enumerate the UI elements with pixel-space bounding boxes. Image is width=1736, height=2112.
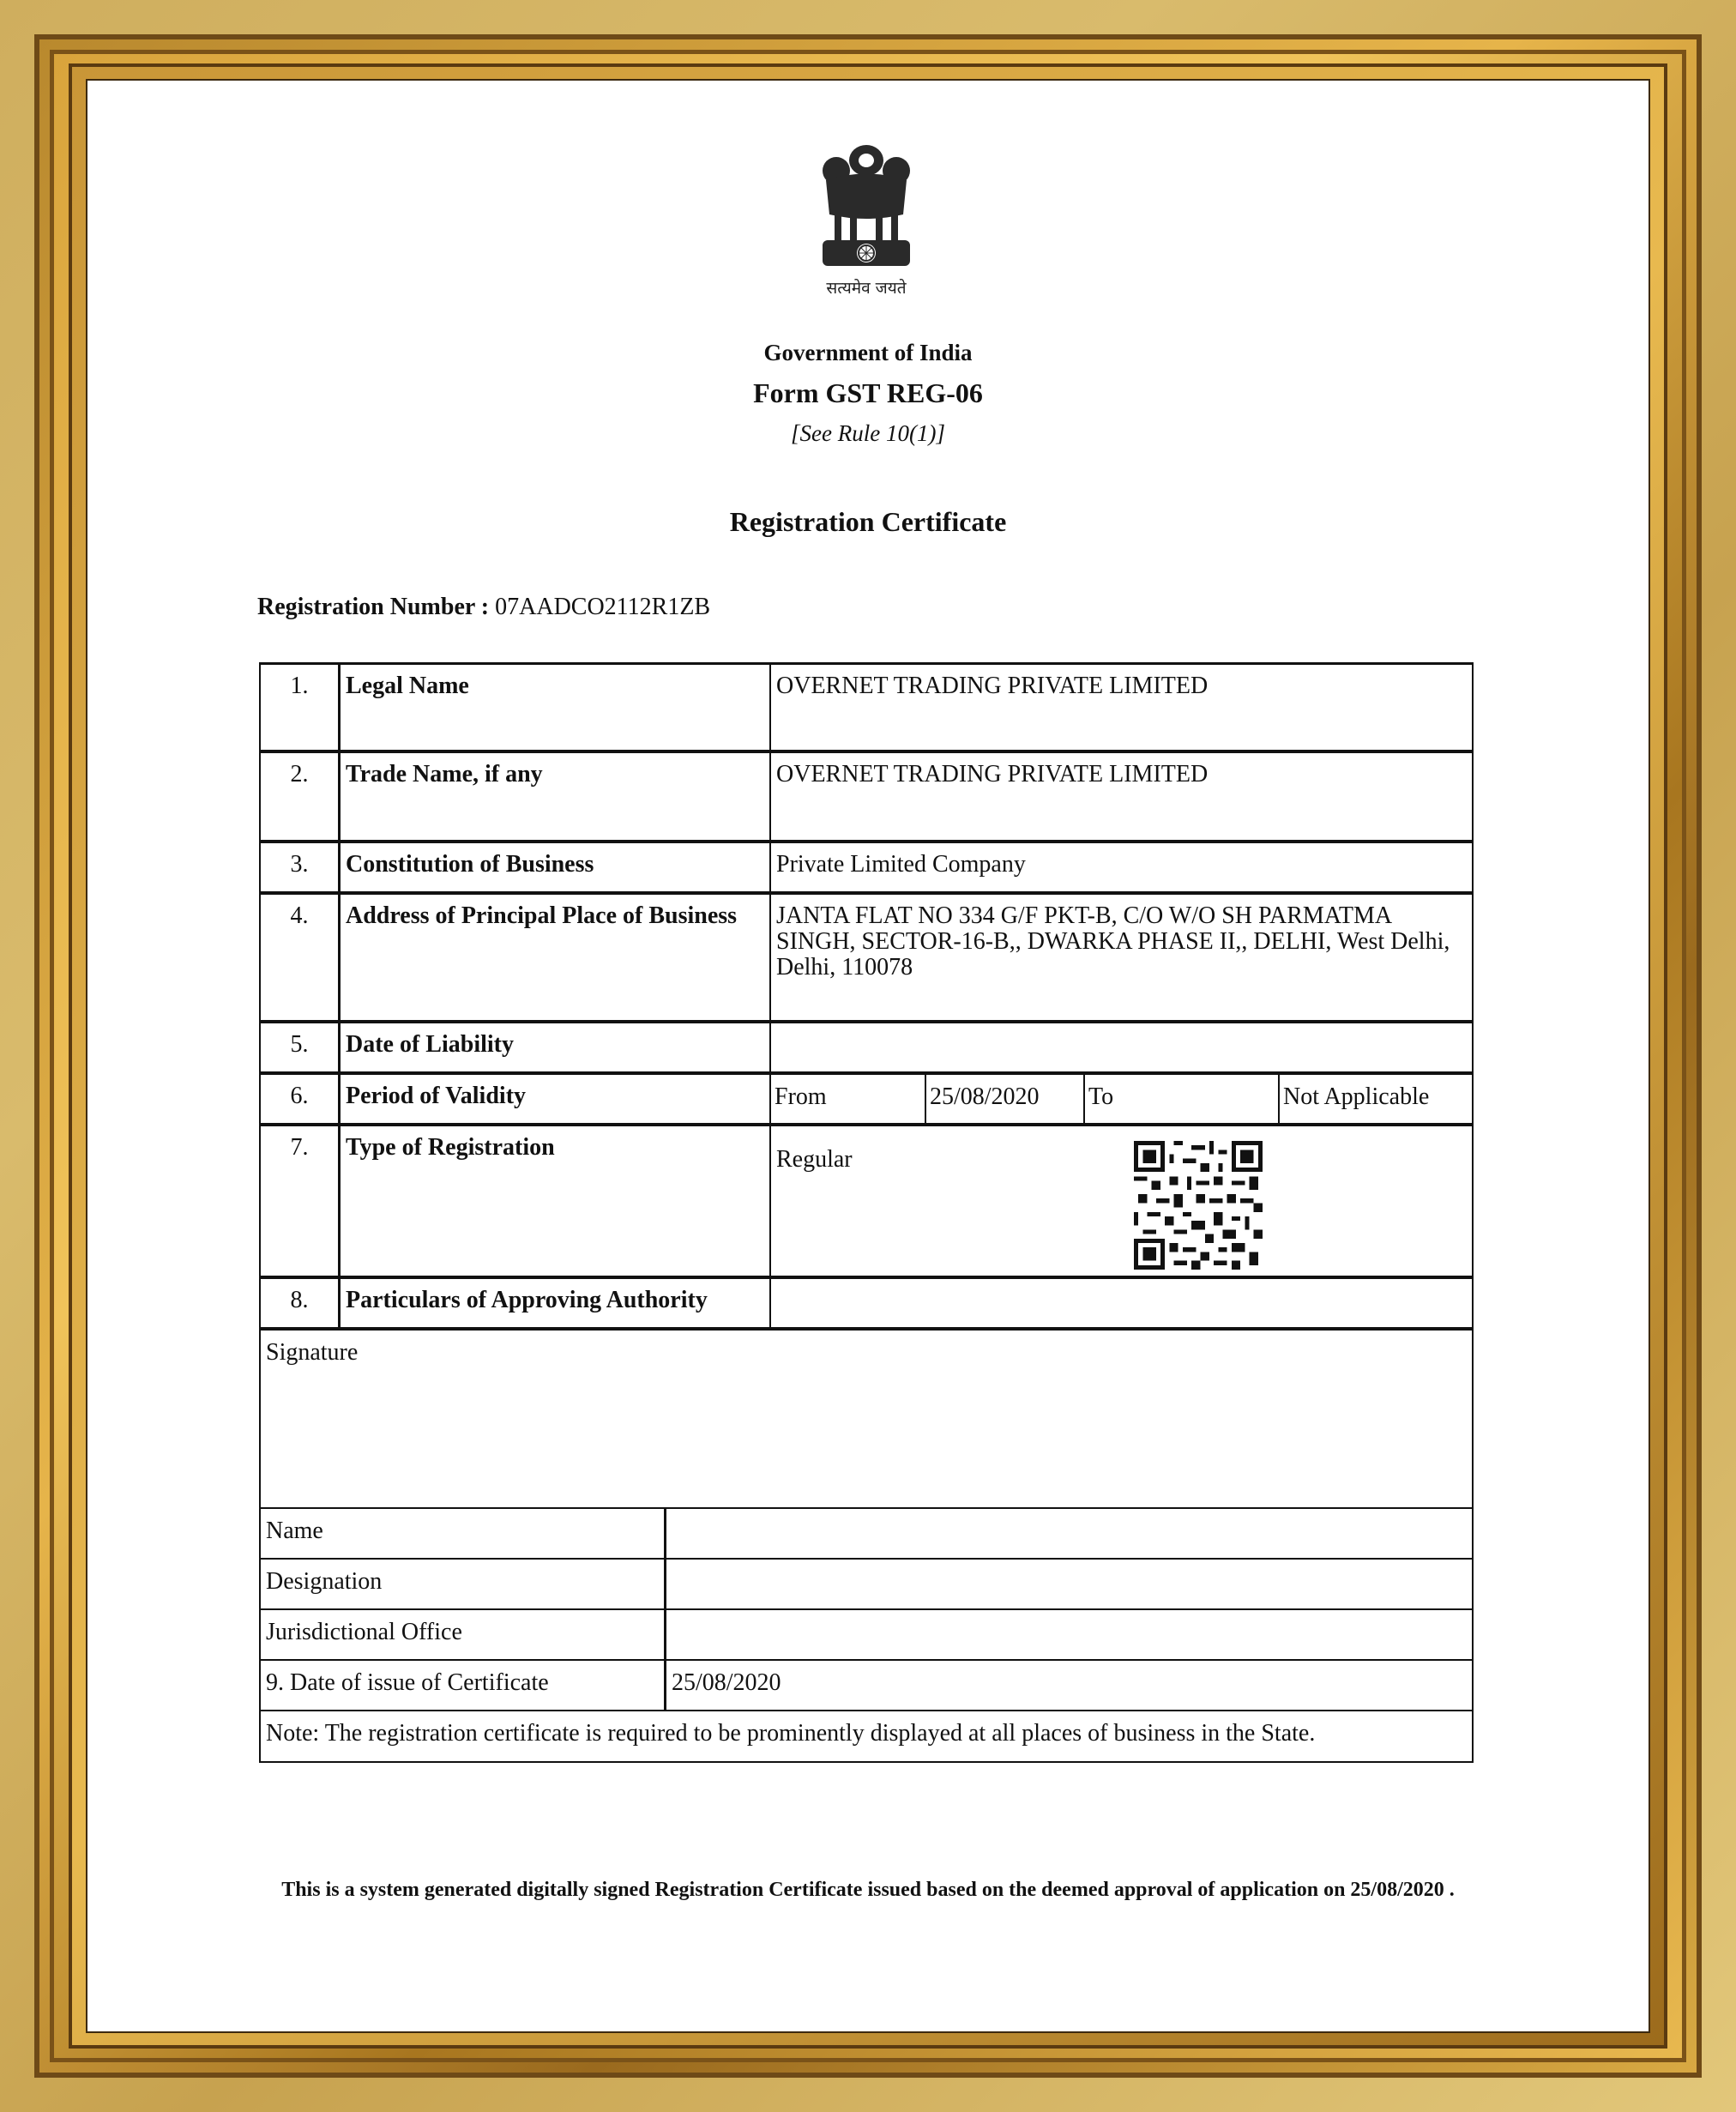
row-label: Address of Principal Place of Business	[341, 895, 771, 1020]
jurisdictional-office-value	[666, 1610, 1472, 1659]
row-number: 6.	[261, 1075, 341, 1123]
table-row-constitution	[259, 843, 1474, 895]
note-text: Note: The registration certificate is required to be prominently displayed at all places of business in the State.	[266, 1720, 1316, 1747]
qr-code-icon	[1134, 1141, 1263, 1270]
authority-designation-value	[666, 1560, 1472, 1608]
row-label: Constitution of Business	[341, 843, 771, 891]
issue-date-value: 25/08/2020	[672, 1669, 781, 1696]
certificate-title: Registration Certificate	[729, 506, 1007, 537]
table-row-type-of-registration	[259, 1126, 1474, 1279]
row-label: Date of Liability	[341, 1023, 771, 1071]
table-row-legal-name	[259, 662, 1474, 753]
row-number: 4.	[261, 895, 341, 1020]
row-label: Period of Validity	[341, 1075, 771, 1123]
row-value	[771, 1279, 1472, 1327]
table-row-date-of-liability	[259, 1023, 1474, 1075]
row-value: Private Limited Company	[776, 851, 1026, 878]
row-value: OVERNET TRADING PRIVATE LIMITED	[776, 673, 1209, 699]
authority-designation-label: Designation	[261, 1560, 666, 1608]
rule-reference: [See Rule 10(1)]	[791, 420, 945, 446]
issue-date-row	[259, 1661, 1474, 1711]
jurisdictional-office-label: Jurisdictional Office	[261, 1610, 666, 1659]
row-value: OVERNET TRADING PRIVATE LIMITED	[776, 761, 1209, 787]
certificate-table	[259, 662, 1474, 1763]
row-number: 8.	[261, 1279, 341, 1327]
signature-label: Signature	[266, 1339, 359, 1366]
row-label: Legal Name	[341, 665, 771, 750]
emblem-motto: सत्यमेव जयते	[826, 279, 907, 298]
row-number: 1.	[261, 665, 341, 750]
table-row-address	[259, 895, 1474, 1023]
validity-from-date: 25/08/2020	[926, 1075, 1085, 1123]
validity-to-label: To	[1085, 1075, 1280, 1123]
registration-number-value: 07AADCO2112R1ZB	[495, 594, 711, 620]
authority-name-label: Name	[261, 1509, 666, 1558]
row-number: 5.	[261, 1023, 341, 1071]
table-row-period-of-validity	[259, 1075, 1474, 1126]
form-title: Form GST REG-06	[753, 377, 983, 408]
government-heading: Government of India	[763, 340, 973, 365]
table-row-trade-name	[259, 753, 1474, 843]
authority-name-value	[666, 1509, 1472, 1558]
row-label: Trade Name, if any	[341, 753, 771, 840]
row-number: 3.	[261, 843, 341, 891]
row-label: Type of Registration	[341, 1126, 771, 1276]
row-value: Regular	[776, 1146, 853, 1173]
row-number: 2.	[261, 753, 341, 840]
system-generated-notice: This is a system generated digitally signed Registration Certificate issued based on the deemed approval of application on 25/08/2020 .	[281, 1879, 1455, 1901]
validity-to-value: Not Applicable	[1283, 1083, 1430, 1110]
authority-designation-row	[259, 1560, 1474, 1610]
note-row	[259, 1711, 1474, 1763]
jurisdictional-office-row	[259, 1610, 1474, 1661]
row-number: 7.	[261, 1126, 341, 1276]
ashoka-emblem-icon	[811, 142, 922, 270]
authority-name-row	[259, 1509, 1474, 1560]
row-value: JANTA FLAT NO 334 G/F PKT-B, C/O W/O SH PARMATMA SINGH, SECTOR-16-B,, DWARKA PHASE II,, DELHI, West Delhi, Delhi, 110078	[776, 902, 1450, 981]
row-label: Particulars of Approving Authority	[341, 1279, 771, 1327]
table-row-approving-authority	[259, 1279, 1474, 1331]
signature-box	[259, 1331, 1474, 1509]
validity-from-label: From	[771, 1075, 926, 1123]
row-value	[771, 1023, 1472, 1071]
registration-number	[257, 594, 710, 621]
registration-number-label: Registration Number :	[257, 594, 490, 620]
issue-date-label: 9. Date of issue of Certificate	[261, 1661, 666, 1710]
